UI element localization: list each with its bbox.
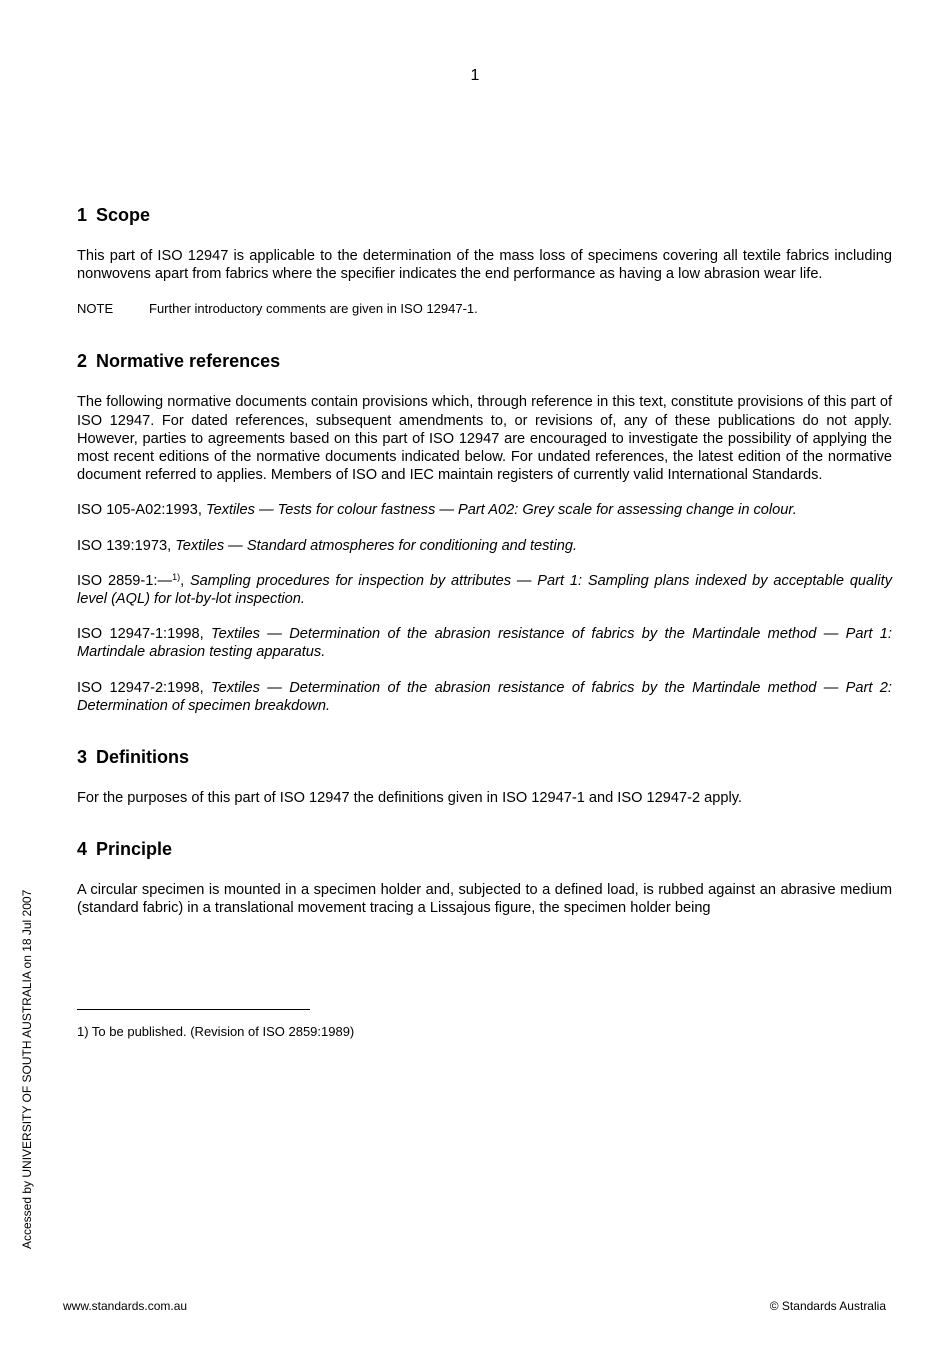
reference-title: Sampling procedures for inspection by attributes — Part 1: Sampling plans indexed by acceptable quality level (AQL) for lot-by-lot inspection. — [77, 572, 893, 608]
page-number: 1 — [470, 67, 480, 84]
section-principle — [77, 837, 892, 917]
section-number: 1 — [77, 205, 88, 225]
section-title: Principle — [96, 839, 173, 860]
section-normative-references — [77, 349, 892, 715]
reference-code: ISO 12947-1:1998, — [77, 626, 211, 643]
reference-item — [77, 537, 892, 555]
reference-item — [77, 625, 892, 661]
document-body — [77, 203, 892, 935]
section-heading — [77, 203, 892, 227]
section-definitions — [77, 745, 892, 807]
reference-code: ISO 105-A02:1993, — [77, 502, 206, 519]
reference-title: Textiles — Determination of the abrasion resistance of fabrics by the Martindale method — Part 1: Martindale abrasion testing apparatus. — [77, 626, 892, 661]
reference-title: Textiles — Determination of the abrasion resistance of fabrics by the Martindale method — Part 2: Determination of specimen breakdown. — [77, 679, 892, 714]
footnote-divider — [77, 1009, 310, 1010]
section-scope — [77, 203, 892, 317]
footer-copyright: © Standards Australia — [769, 1299, 886, 1313]
reference-item — [77, 679, 892, 715]
footer-website: www.standards.com.au — [63, 1299, 188, 1313]
reference-separator: , — [180, 572, 190, 589]
note-label: NOTE — [77, 301, 114, 317]
section-heading — [77, 745, 892, 769]
note — [77, 300, 892, 317]
footnote: 1) To be published. (Revision of ISO 2859:1989) — [77, 1024, 355, 1039]
section-number: 3 — [77, 747, 88, 768]
reference-title: Textiles — Standard atmospheres for conditioning and testing. — [175, 537, 578, 554]
section-title: Normative references — [96, 351, 281, 372]
reference-title: Textiles — Tests for colour fastness — Part A02: Grey scale for assessing change in colour. — [206, 502, 797, 519]
paragraph: This part of ISO 12947 is applicable to the determination of the mass loss of specimens covering all textile fabrics including nonwovens apart from fabrics where the specifier indicates the end performance as having a low abrasion wear life. — [77, 248, 892, 283]
reference-code: ISO 139:1973, — [77, 537, 176, 554]
section-title: Scope — [96, 205, 151, 225]
section-number: 2 — [77, 351, 88, 372]
section-number: 4 — [77, 839, 88, 860]
section-heading — [77, 349, 892, 373]
section-title: Definitions — [96, 747, 190, 768]
paragraph: A circular specimen is mounted in a specimen holder and, subjected to a defined load, is rubbed against an abrasive medium (standard fabric) in a translational movement tracing a Lissajous figure, the specimen holder being — [77, 882, 892, 917]
reference-item — [77, 572, 892, 608]
reference-code: ISO 2859-1:— — [77, 572, 173, 589]
access-watermark: Accessed by UNIVERSITY OF SOUTH AUSTRALIA on 18 Jul 2007 — [20, 889, 34, 1249]
reference-code: ISO 12947-2:1998, — [77, 679, 211, 696]
footnote-marker: 1) — [172, 571, 181, 582]
reference-item — [77, 501, 892, 519]
paragraph: For the purposes of this part of ISO 12947 the definitions given in ISO 12947-1 and ISO 12947-2 apply. — [77, 790, 742, 807]
paragraph: The following normative documents contain provisions which, through reference in this text, constitute provisions of this part of ISO 12947. For dated references, subsequent amendments to, or revisions of, any of these publications do not apply. However, parties to agreements based on this part of ISO 12947 are encouraged to investigate the possibility of applying the most recent editions of the normative documents indicated below. For undated references, the latest edition of the normative document referred to applies. Members of ISO and IEC maintain registers of currently valid International Standards. — [77, 394, 892, 484]
note-text: Further introductory comments are given in ISO 12947-1. — [149, 301, 478, 317]
section-heading — [77, 837, 892, 861]
